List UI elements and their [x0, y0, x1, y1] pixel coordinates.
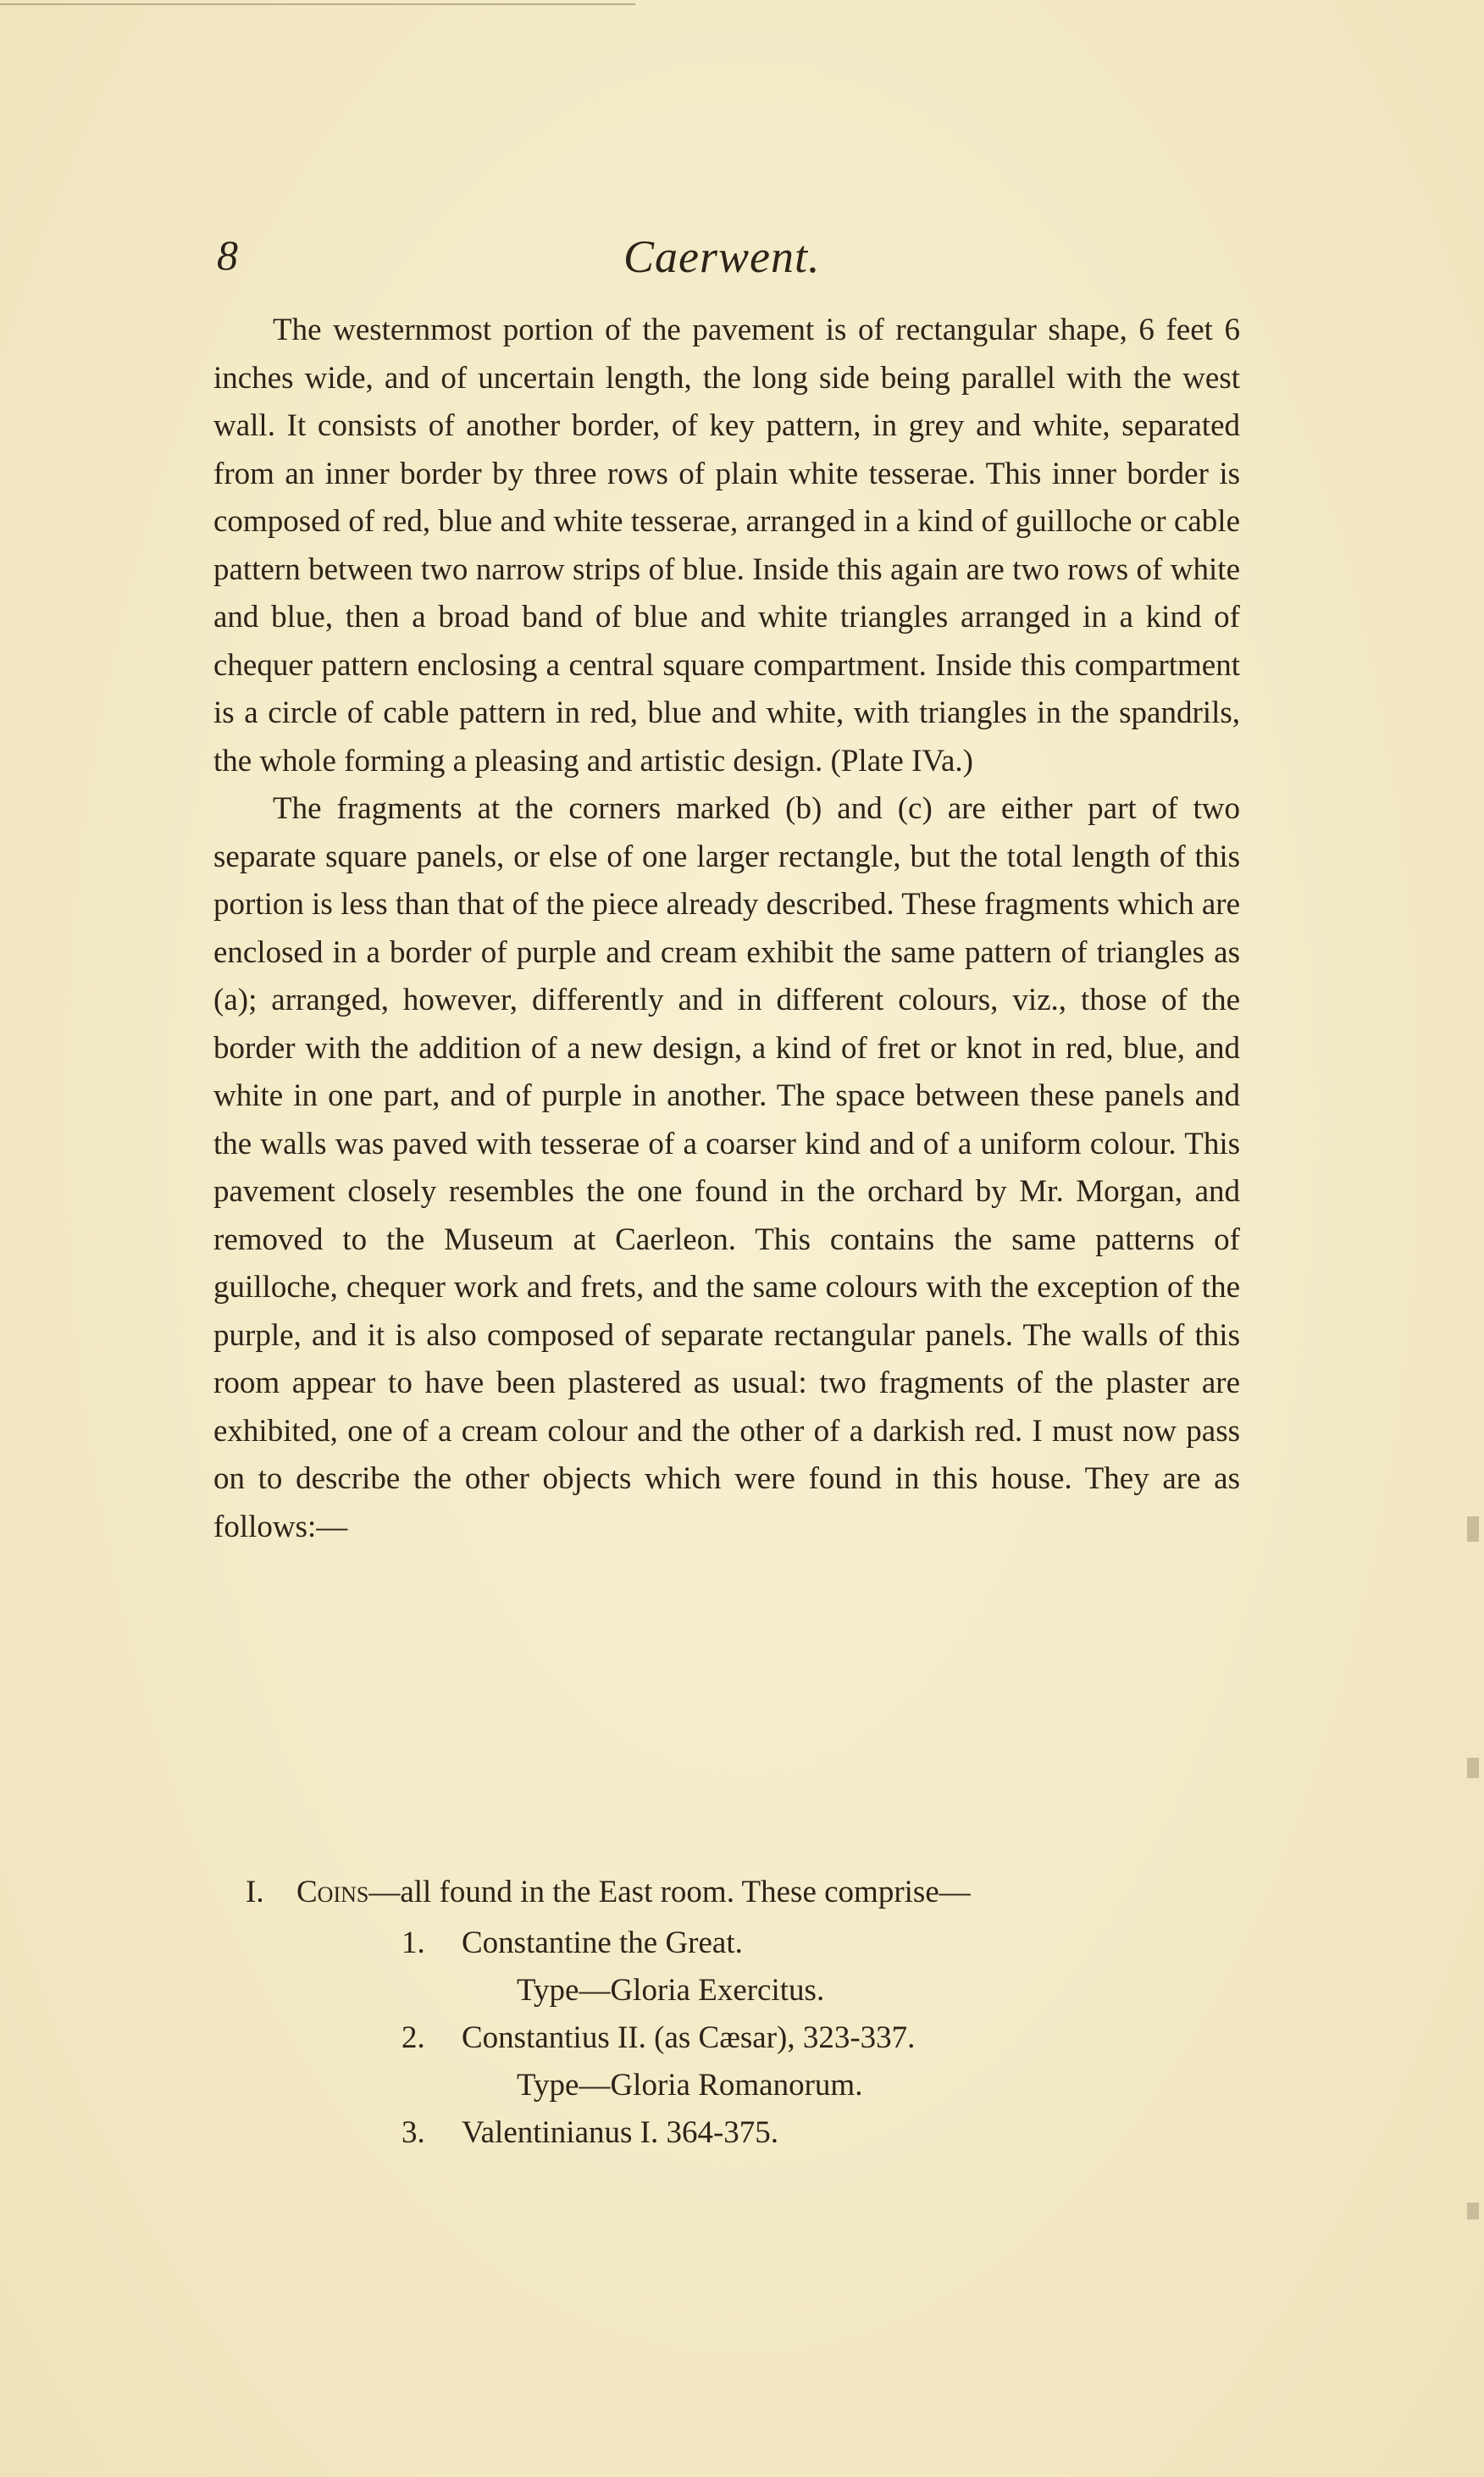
coin-name: Constantine the Great. [462, 1926, 743, 1960]
running-title: Caerwent. [623, 231, 821, 282]
coins-list-section [246, 1869, 1262, 2157]
edge-mark [1467, 1758, 1479, 1778]
coin-name: Valentinianus I. 364-375. [462, 2115, 779, 2150]
coin-list [246, 1920, 1262, 2157]
edge-mark [1467, 1516, 1479, 1542]
coin-number: 3. [401, 2115, 425, 2150]
list-numeral: I. [246, 1875, 264, 1909]
coin-type: Type—Gloria Romanorum. [517, 2068, 863, 2103]
list-heading-text: —all found in the East room. These comprise— [368, 1875, 971, 1909]
top-rule [0, 3, 635, 5]
list-item [246, 2014, 1262, 2109]
edge-mark [1467, 2203, 1479, 2219]
coin-name: Constantius II. (as Cæsar), 323-337. [462, 2020, 916, 2055]
coin-number: 1. [401, 1926, 425, 1960]
list-item [246, 2109, 1262, 2157]
page-header [217, 230, 1233, 298]
list-item [246, 1920, 1262, 2014]
body-text [213, 307, 1240, 1551]
paragraph: The fragments at the corners marked (b) and (c) are either part of two separate square panels, or else of one larger rectangle, but the total length of this portion is less than that of the piece already described. These fragments which are enclosed in a border of purple and cream exhibit the same pattern of triangles as (a); arranged, however, differently and in different colours, viz., those of the border with the addition of a new design, a kind of fret or knot in red, blue, and white in one part, and of purple in another. The space between these panels and the walls was paved with tesserae of a coarser kind and of a uniform colour. This pavement closely resembles the one found in the orchard by Mr. Morgan, and removed to the Museum at Caerleon. This contains the same patterns of guilloche, chequer work and frets, and the same colours with the exception of the purple, and it is also composed of separate rectangular panels. The walls of this room appear to have been plastered as usual: two fragments of the plaster are exhibited, one of a cream colour and the other of a darkish red. I must now pass on to describe the other objects which were found in this house. They are as follows:— [213, 791, 1240, 1544]
paragraph: The westernmost portion of the pavement is of rectangular shape, 6 feet 6 inches wide, and of uncertain length, the long side being parallel with the west wall. It consists of another border, of key pattern, in grey and white, separated from an inner border by three rows of plain white tesserae. This inner border is composed of red, blue and white tesserae, arranged in a kind of guilloche or cable pattern between two narrow strips of blue. Inside this again are two rows of white and blue, then a broad band of blue and white triangles arranged in a kind of chequer pattern enclosing a central square compartment. Inside this compartment is a circle of cable pattern in red, blue and white, with triangles in the spandrils, the whole forming a pleasing and artistic design. (Plate IVa.) [213, 313, 1240, 779]
list-heading-smallcaps: Coins [296, 1875, 369, 1909]
coin-type: Type—Gloria Exercitus. [517, 1973, 825, 2008]
coin-number: 2. [401, 2020, 425, 2055]
list-heading [246, 1869, 1262, 1916]
page-number: 8 [217, 231, 238, 279]
